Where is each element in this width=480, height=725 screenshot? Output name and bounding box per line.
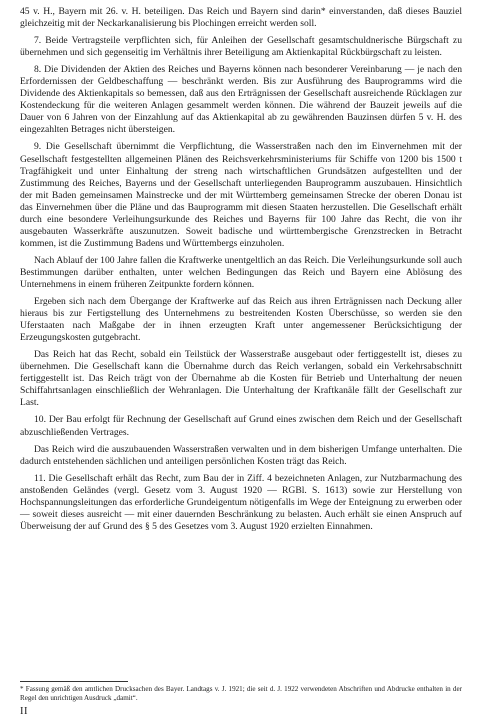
body-text [20, 6, 462, 533]
paragraph-9-reversion: Nach Ablauf der 100 Jahre fallen die Kraftwerke unentgeltlich an das Reich. Die Verleihungsurkunde soll auch Bestimmungen darüber enthalten, unter welchen Bedingungen das Reich und Bayern eine Ablösung des Unternehmens in einem früheren Zeitpunkte fordern können. [20, 254, 462, 290]
paragraph-8: 8. Die Dividenden der Aktien des Reiches und Bayerns können nach besonderer Vereinbarung — je nach den Erfordernissen der Geldbeschaffung — beschränkt werden. Bis zur Ausführung des Bauprogramms wird die Dividende des Aktienkapitals so bemessen, daß aus den Erträgnissen der Gesellschaft ausreichende Rücklagen zur Kostendeckung für die weiteren Anlagen gesammelt werden können. Die während der Bauzeit jeweils auf die Dauer von 6 Jahren von der Einzahlung auf das Aktienkapital ab zu gewährenden Bauzinsen dürfen 5 v. H. des eingezahlten Betrages nicht übersteigen. [20, 64, 462, 136]
paragraph-7: 7. Beide Vertragsteile verpflichten sich, für Anleihen der Gesellschaft gesamtschuldnerische Bürgschaft zu übernehmen und sich gegenseitig im Verhältnis ihrer Beteiligung am Aktienkapital Rückbürgschaft zu leisten. [20, 35, 462, 59]
page-number: II [20, 706, 28, 717]
footnote [20, 685, 462, 703]
paragraph-9: 9. Die Gesellschaft übernimmt die Verpflichtung, die Wasserstraßen nach den im Einvernehmen mit der Gesellschaft festgestellten allgemeinen Plänen des Reichsverkehrsministeriums für Schiffe von 1200 bis 1500 t Tragfähigkeit und unter Einhaltung der streng nach wirtschaftlichen Grundsätzen aufgestellten und der Zustimmung des Reiches, Bayerns und der Gesellschaft unterliegenden Bauprogramm auszubauen. Hinsichtlich der mit Baden gemeinsamen Mainstrecke und der mit Württemberg gemeinsamen Strecke der oberen Donau ist das Einvernehmen über die Pläne und das Bauprogramm mit diesen Staaten herzustellen. Die Gesellschaft erhält durch eine besondere Verleihungsurkunde des Reiches und Bayerns für 100 Jahre das Recht, die von ihr ausgebauten Wasserkräfte auszunutzen. Soweit badische und württembergische Grenzstrecken in Betracht kommen, ist die Zustimmung Badens und Württembergs einzuholen. [20, 141, 462, 249]
paragraph-9-takeover: Das Reich hat das Recht, sobald ein Teilstück der Wasserstraße ausgebaut oder fertiggestellt ist, dieses zu übernehmen. Die Gesellschaft kann die Übernahme durch das Reich verlangen, sobald ein Verkehrsabschnitt fertiggestellt ist. Das Reich trägt von der Übernahme ab die Kosten für Betrieb und Unterhaltung der neuen Schiffahrtsanlagen einschließlich der Wehranlagen. Die Unterhaltung der Kraftkanäle fällt der Gesellschaft zur Last. [20, 349, 462, 409]
footnote-text: * Fassung gemäß den amtlichen Drucksachen des Bayer. Landtags v. J. 1921; die seit d. J. 1922 verwendeten Abschriften und Abdrucke enthalten in der Regel den unrichtigen Ausdruck „damit“. [20, 685, 462, 703]
footnote-divider [20, 681, 128, 682]
paragraph-10: 10. Der Bau erfolgt für Rechnung der Gesellschaft auf Grund eines zwischen dem Reich und der Gesellschaft abzuschließenden Vertrages. [20, 414, 462, 438]
paragraph-11: 11. Die Gesellschaft erhält das Recht, zum Bau der in Ziff. 4 bezeichneten Anlagen, zur Nutzbarmachung des anstoßenden Geländes (vergl. Gesetz vom 3. August 1920 — RGBl. S. 1613) sowie zur Herstellung von Hochspannungsleitungen das erforderliche Grundeigentum nötigenfalls im Wege der Enteignung zu erwerben oder — soweit dieses ausreicht — mit einer dauernden Beschränkung zu belasten. Auch erhält sie einen Anspruch auf Überweisung der auf Grund des § 5 des Gesetzes vom 3. August 1920 erzielten Einnahmen. [20, 472, 462, 532]
paragraph-10-administration: Das Reich wird die auszubauenden Wasserstraßen verwalten und in dem bisherigen Umfange unterhalten. Die dadurch entstehenden sächlichen und anteiligen persönlichen Kosten trägt das Reich. [20, 443, 462, 467]
paragraph-9-surplus: Ergeben sich nach dem Übergange der Kraftwerke auf das Reich aus ihren Erträgnissen nach Deckung aller hieraus bis zur Fertigstellung des Unternehmens zu bestreitenden Kosten Überschüsse, so werden sie den Uferstaaten nach Maßgabe der in ihnen erzeugten Kraft unter angemessener Berücksichtigung der Erzeugungskosten gutgebracht. [20, 296, 462, 344]
paragraph-continuation: 45 v. H., Bayern mit 26. v. H. beteiligen. Das Reich und Bayern sind darin* einverstanden, daß dieses Bauziel gleichzeitig mit der Neckarkanalisierung bis Plochingen erreicht werden soll. [20, 6, 462, 30]
